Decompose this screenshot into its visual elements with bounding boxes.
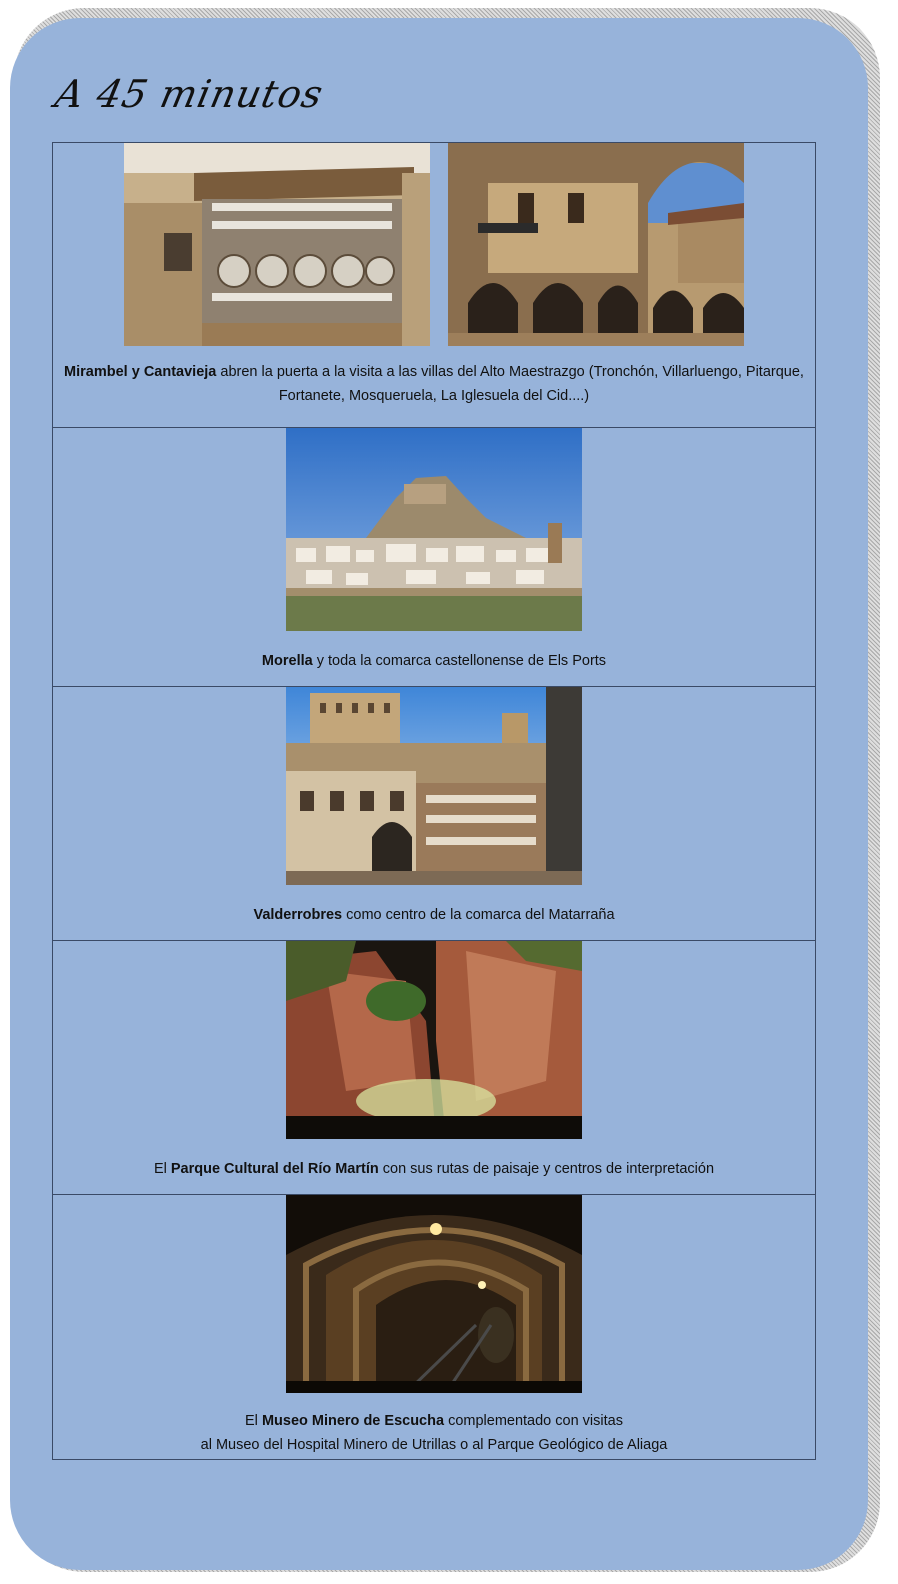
caption-row-1: [53, 360, 815, 408]
caption-text: y toda la comarca castellonense de Els Ports: [312, 653, 607, 669]
photo-rio-martin: [286, 941, 582, 1139]
caption-prefix: El: [153, 1161, 171, 1177]
caption-bold: Museo Minero de Escucha: [261, 1413, 445, 1429]
photo-valderrobres: [286, 687, 582, 885]
photo-mirambel: [124, 143, 430, 346]
caption-text: abren la puerta a la visita a las villas del Alto Maestrazgo (Tronchón, Villarluengo, Pitarque, Fortanete, Mosqueruela, La Iglesuela del Cid....): [216, 364, 804, 404]
photo-museo-minero: [286, 1195, 582, 1393]
caption-text: como centro de la comarca del Matarraña: [342, 907, 615, 923]
photo-morella: [286, 428, 582, 631]
attractions-table: [52, 142, 816, 1460]
caption-row-2: [53, 649, 815, 673]
caption-bold: Morella: [261, 653, 313, 669]
caption-prefix: El: [245, 1413, 262, 1429]
caption-row-4: [53, 1157, 815, 1181]
caption-bold: Mirambel y Cantavieja: [64, 364, 217, 380]
table-row: [53, 1194, 815, 1459]
table-row: [53, 143, 815, 427]
page-title: A 45 minutos: [51, 72, 328, 116]
table-row: [53, 940, 815, 1194]
table-row: [53, 686, 815, 940]
photo-cantavieja: [448, 143, 744, 346]
caption-bold: Parque Cultural del Río Martín: [170, 1161, 379, 1177]
table-row: [53, 427, 815, 686]
caption-row-3: [53, 903, 815, 927]
caption-row-5: [53, 1409, 815, 1457]
caption-line-2: al Museo del Hospital Minero de Utrillas o al Parque Geológico de Aliaga: [200, 1437, 668, 1453]
caption-text: complementado con visitas: [444, 1413, 623, 1429]
caption-bold: Valderrobres: [253, 907, 343, 923]
caption-text: con sus rutas de paisaje y centros de interpretación: [378, 1161, 715, 1177]
